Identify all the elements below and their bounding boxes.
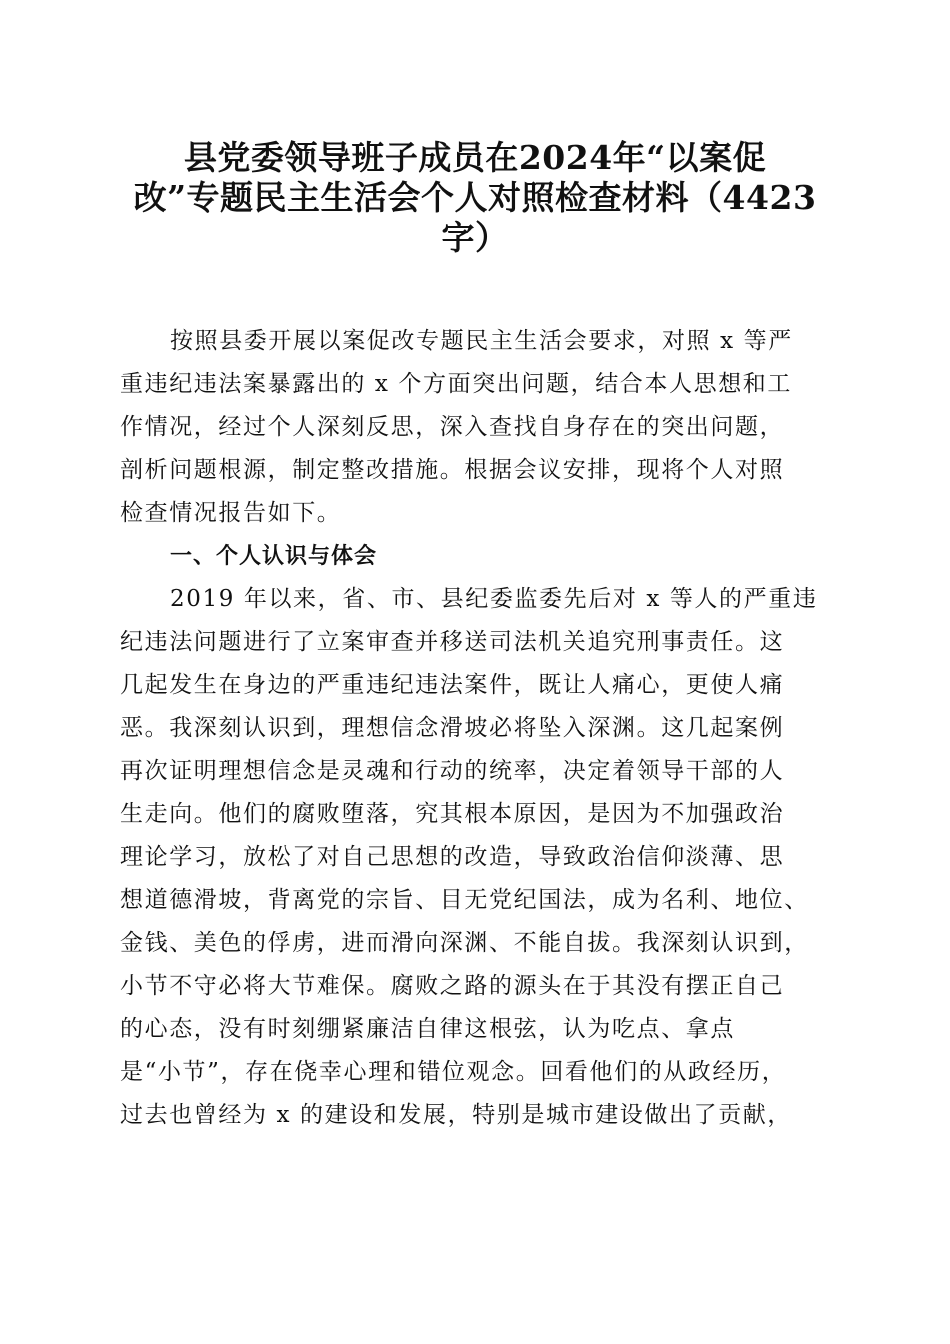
- section-line: 几起发生在身边的严重违纪违法案件，既让人痛心，更使人痛: [120, 672, 785, 698]
- intro-paragraph: [120, 320, 835, 1137]
- title-line-2: 改”专题民主生活会个人对照检查材料（4423: [133, 178, 817, 217]
- section-line: 生走向。他们的腐败堕落，究其根本原因，是因为不加强政治: [120, 801, 785, 827]
- intro-line: 检查情况报告如下。: [120, 500, 342, 526]
- section-heading: 一、个人认识与体会: [170, 544, 378, 569]
- intro-line: 重违纪违法案暴露出的 x 个方面突出问题，结合本人思想和工: [120, 371, 792, 397]
- section-line: 恶。我深刻认识到，理想信念滑坡必将坠入深渊。这几起案例: [120, 715, 785, 741]
- section-line: 小节不守必将大节难保。腐败之路的源头在于其没有摆正自己: [120, 973, 785, 999]
- section-line: 纪违法问题进行了立案审查并移送司法机关追究刑事责任。这: [120, 629, 785, 655]
- section-line: 是“小节”，存在侥幸心理和错位观念。回看他们的从政经历，: [120, 1059, 787, 1085]
- section-line: 的心态，没有时刻绷紧廉洁自律这根弦，认为吃点、拿点: [120, 1016, 735, 1042]
- document-title: [100, 138, 850, 258]
- section-line: 过去也曾经为 x 的建设和发展，特别是城市建设做出了贡献，: [120, 1102, 792, 1128]
- title-line-3: 字）: [441, 218, 509, 257]
- section-line: 再次证明理想信念是灵魂和行动的统率，决定着领导干部的人: [120, 758, 785, 784]
- intro-line: 作情况，经过个人深刻反思，深入查找自身存在的突出问题，: [120, 414, 785, 440]
- section-line: 想道德滑坡，背离党的宗旨、目无党纪国法，成为名利、地位、: [120, 887, 809, 913]
- title-line-1: 县党委领导班子成员在2024年“以案促: [183, 138, 767, 177]
- intro-line: 剖析问题根源，制定整改措施。根据会议安排，现将个人对照: [120, 457, 785, 483]
- section-line: 2019 年以来，省、市、县纪委监委先后对 x 等人的严重违: [170, 586, 818, 612]
- section-line: 金钱、美色的俘虏，进而滑向深渊、不能自拔。我深刻认识到，: [120, 930, 809, 956]
- section-line: 理论学习，放松了对自己思想的改造，导致政治信仰淡薄、思: [120, 844, 785, 870]
- intro-line: 按照县委开展以案促改专题民主生活会要求，对照 x 等严: [170, 328, 793, 354]
